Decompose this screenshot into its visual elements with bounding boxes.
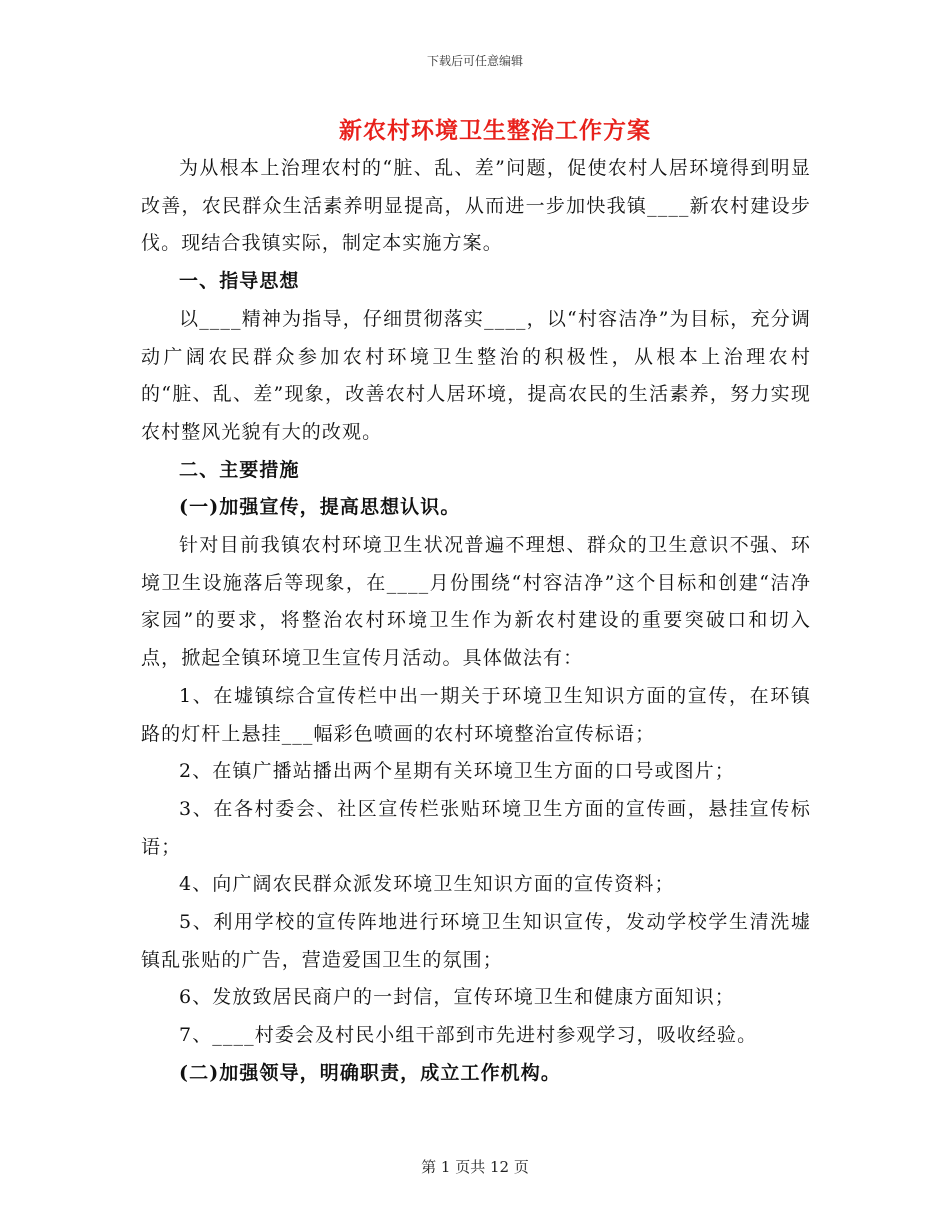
- section-heading-main-measures: 二、主要措施: [179, 458, 300, 481]
- page-number-footer: 第 1 页共 12 页: [421, 1158, 529, 1176]
- publicity-paragraph: 针对目前我镇农村环境卫生状况普遍不理想、群众的卫生意识不强、环境卫生设施落后等现象，在____月份围绕“村容洁净”这个目标和创建“洁净家园”的要求，将整治农村环境卫生作为新农村建设的重要突破口和切入点，掀起全镇环境卫生宣传月活动。具体做法有：: [141, 534, 811, 670]
- measure-item-1: 1、在墟镇综合宣传栏中出一期关于环境卫生知识方面的宣传，在环镇路的灯杆上悬挂___幅彩色喷画的农村环境整治宣传标语；: [141, 684, 811, 745]
- subsection-heading-leadership: (二)加强领导，明确职责，成立工作机构。: [179, 1061, 561, 1084]
- document-title: 新农村环境卫生整治工作方案: [339, 117, 651, 144]
- measure-item-4: 4、向广阔农民群众派发环境卫生知识方面的宣传资料；: [179, 873, 675, 896]
- subsection-heading-publicity: (一)加强宣传，提高思想认识。: [179, 496, 461, 519]
- measure-item-5: 5、利用学校的宣传阵地进行环境卫生知识宣传，发动学校学生清洗墟镇乱张贴的广告，营造爱国卫生的氛围；: [141, 911, 811, 971]
- section-heading-guiding-ideology: 一、指导思想: [179, 270, 300, 293]
- header-note: 下载后可任意编辑: [426, 54, 523, 68]
- measure-item-6: 6、发放致居民商户的一封信，宣传环境卫生和健康方面知识；: [179, 986, 735, 1009]
- document-body: [141, 150, 811, 1093]
- measure-item-3: 3、在各村委会、社区宣传栏张贴环境卫生方面的宣传画，悬挂宣传标语；: [141, 797, 811, 858]
- guiding-ideology-paragraph: 以____精神为指导，仔细贯彻落实____，以“村容洁净”为目标，充分调动广阔农民群众参加农村环境卫生整治的积极性，从根本上治理农村的“脏、乱、差”现象，改善农村人居环境，提高农民的生活素养，努力实现农村整风光貌有大的改观。: [141, 307, 811, 443]
- measure-item-7: 7、____村委会及村民小组干部到市先进村参观学习，吸收经验。: [179, 1024, 758, 1047]
- measure-item-2: 2、在镇广播站播出两个星期有关环境卫生方面的口号或图片；: [179, 760, 735, 783]
- intro-paragraph: 为从根本上治理农村的“脏、乱、差”问题，促使农村人居环境得到明显改善，农民群众生活素养明显提高，从而进一步加快我镇____新农村建设步伐。现结合我镇实际，制定本实施方案。: [141, 157, 811, 255]
